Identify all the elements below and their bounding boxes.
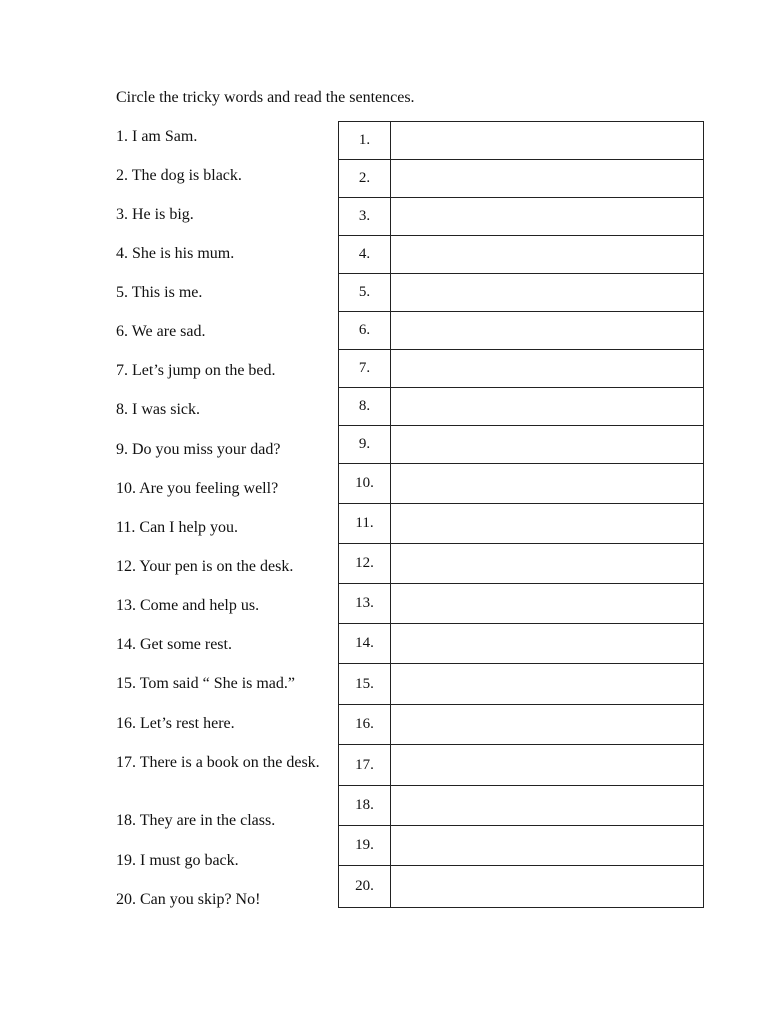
answer-row [339, 122, 703, 160]
answer-blank[interactable] [391, 826, 703, 865]
answer-row-number: 5. [339, 274, 391, 311]
answer-blank[interactable] [391, 350, 703, 387]
answer-row-number: 20. [339, 866, 391, 907]
sentence-item: 16. Let’s rest here. [116, 715, 235, 732]
sentence-item: 15. Tom said “ She is mad.” [116, 675, 296, 692]
answer-blank[interactable] [391, 584, 703, 623]
answer-row [339, 388, 703, 426]
answer-row-number: 11. [339, 504, 391, 543]
sentence-item: 1. I am Sam. [116, 128, 198, 145]
answer-row [339, 826, 703, 866]
answer-row [339, 198, 703, 236]
answer-table [338, 121, 704, 908]
answer-blank[interactable] [391, 464, 703, 503]
answer-row [339, 544, 703, 584]
sentence-item: 12. Your pen is on the desk. [116, 558, 294, 575]
answer-blank[interactable] [391, 122, 703, 159]
answer-blank[interactable] [391, 866, 703, 907]
answer-row-number: 14. [339, 624, 391, 663]
sentence-item: 8. I was sick. [116, 401, 200, 418]
answer-blank[interactable] [391, 274, 703, 311]
answer-blank[interactable] [391, 504, 703, 543]
answer-blank[interactable] [391, 786, 703, 825]
answer-row-number: 4. [339, 236, 391, 273]
answer-row-number: 17. [339, 745, 391, 785]
answer-row-number: 13. [339, 584, 391, 623]
sentence-item: 5. This is me. [116, 284, 203, 301]
answer-row-number: 16. [339, 705, 391, 744]
answer-blank[interactable] [391, 236, 703, 273]
answer-row-number: 19. [339, 826, 391, 865]
answer-row-number: 18. [339, 786, 391, 825]
answer-row-number: 12. [339, 544, 391, 583]
sentence-item: 4. She is his mum. [116, 245, 235, 262]
answer-row [339, 350, 703, 388]
answer-blank[interactable] [391, 426, 703, 463]
sentence-item: 9. Do you miss your dad? [116, 441, 281, 458]
answer-row [339, 745, 703, 786]
sentence-item: 3. He is big. [116, 206, 194, 223]
sentence-item: 14. Get some rest. [116, 636, 232, 653]
answer-blank[interactable] [391, 624, 703, 663]
answer-row [339, 584, 703, 624]
answer-blank[interactable] [391, 312, 703, 349]
sentence-item: 2. The dog is black. [116, 167, 242, 184]
answer-blank[interactable] [391, 198, 703, 235]
answer-row-number: 10. [339, 464, 391, 503]
answer-row [339, 312, 703, 350]
sentence-item: 11. Can I help you. [116, 519, 239, 536]
answer-row-number: 3. [339, 198, 391, 235]
answer-row-number: 2. [339, 160, 391, 197]
answer-row [339, 786, 703, 826]
answer-row-number: 7. [339, 350, 391, 387]
sentence-item: 13. Come and help us. [116, 597, 260, 614]
answer-row [339, 504, 703, 544]
answer-blank[interactable] [391, 544, 703, 583]
answer-row [339, 426, 703, 464]
answer-row [339, 160, 703, 198]
answer-row-number: 15. [339, 664, 391, 704]
answer-blank[interactable] [391, 664, 703, 704]
answer-row [339, 624, 703, 664]
answer-row [339, 705, 703, 745]
answer-row [339, 274, 703, 312]
sentence-item: 17. There is a book on the desk. [116, 754, 320, 771]
answer-row [339, 866, 703, 907]
sentence-item: 19. I must go back. [116, 852, 239, 869]
answer-row [339, 664, 703, 705]
worksheet-instruction: Circle the tricky words and read the sentences. [116, 89, 415, 106]
answer-row-number: 8. [339, 388, 391, 425]
sentence-item: 7. Let’s jump on the bed. [116, 362, 276, 379]
answer-blank[interactable] [391, 160, 703, 197]
sentence-item: 10. Are you feeling well? [116, 480, 279, 497]
answer-row [339, 464, 703, 504]
sentence-item: 6. We are sad. [116, 323, 206, 340]
answer-blank[interactable] [391, 705, 703, 744]
answer-blank[interactable] [391, 388, 703, 425]
answer-row [339, 236, 703, 274]
answer-row-number: 6. [339, 312, 391, 349]
answer-blank[interactable] [391, 745, 703, 785]
sentence-item: 20. Can you skip? No! [116, 891, 261, 908]
answer-row-number: 1. [339, 122, 391, 159]
answer-row-number: 9. [339, 426, 391, 463]
sentence-item: 18. They are in the class. [116, 812, 276, 829]
